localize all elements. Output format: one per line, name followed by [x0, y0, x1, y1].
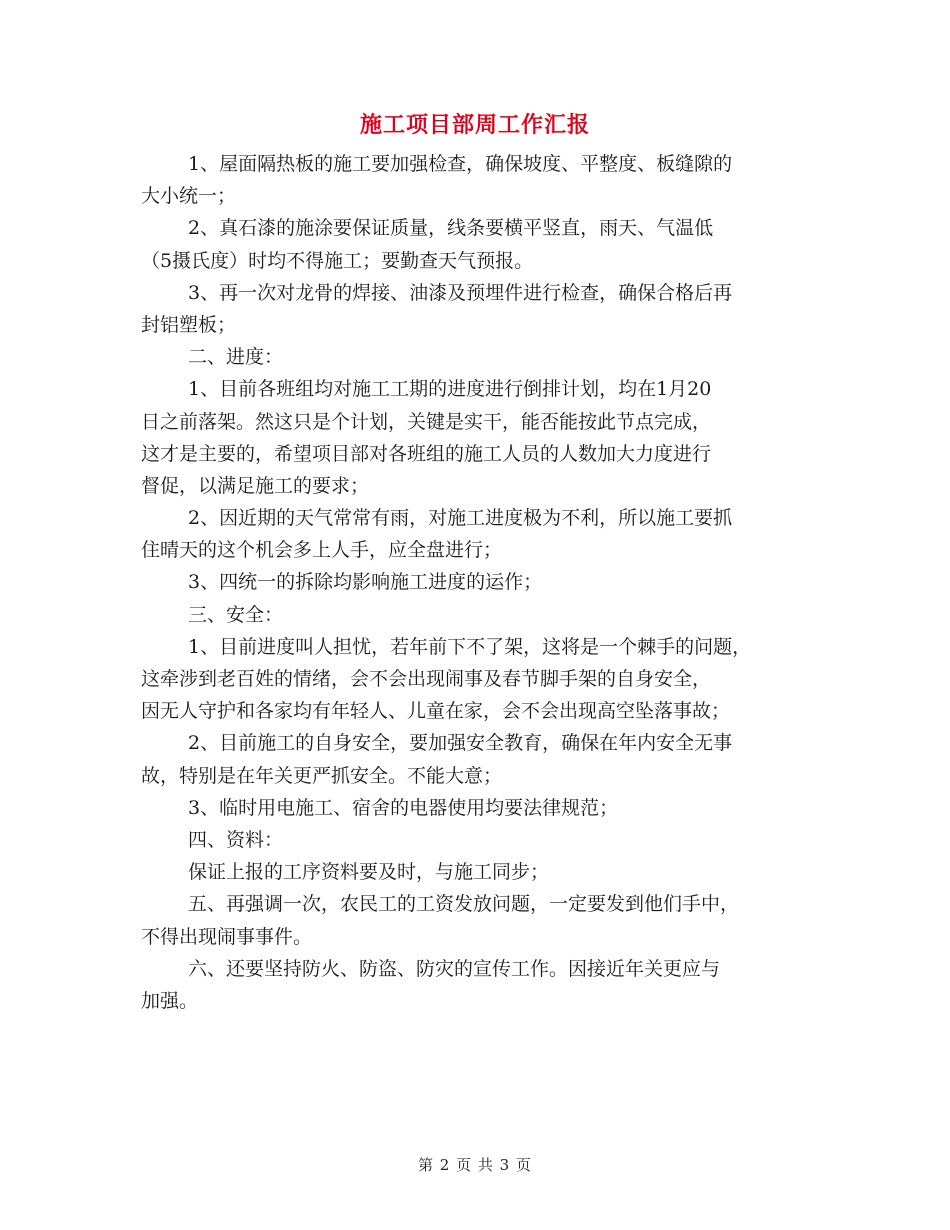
body-line: 2、目前施工的自身安全，要加强安全教育，确保在年内安全无事	[188, 732, 733, 755]
body-line: 三、安全：	[188, 603, 284, 626]
body-line: （5摄氏度）时均不得施工；要勤查天气预报。	[141, 249, 534, 272]
document-body	[141, 148, 821, 1017]
page-footer: 第 2 页 共 3 页	[418, 1156, 532, 1174]
body-line: 这才是主要的，希望项目部对各班组的施工人员的人数加大力度进行	[141, 442, 712, 465]
document-title: 施工项目部周工作汇报	[359, 112, 590, 138]
body-line: 这牵涉到老百姓的情绪，会不会出现闹事及春节脚手架的自身安全，	[141, 668, 712, 690]
body-line: 3、四统一的拆除均影响施工进度的运作；	[188, 571, 543, 594]
body-line: 1、目前各班组均对施工工期的进度进行倒排计划，均在1月20	[188, 378, 712, 401]
body-line: 1、目前进度叫人担忧，若年前下不了架，这将是一个棘手的问题，	[188, 635, 752, 658]
body-line: 3、再一次对龙骨的焊接、油漆及预埋件进行检查，确保合格后再	[188, 281, 733, 304]
body-line: 故，特别是在年关更严抓安全。不能大意；	[141, 764, 503, 787]
body-line: 不得出现闹事事件。	[141, 925, 313, 948]
body-line: 四、资料：	[188, 828, 284, 851]
body-line: 2、真石漆的施涂要保证质量，线条要横平竖直，雨天、气温低	[188, 217, 714, 240]
body-line: 督促，以满足施工的要求；	[141, 474, 370, 497]
body-line: 住晴天的这个机会多上人手，应全盘进行；	[141, 539, 503, 562]
body-line: 加强。	[141, 989, 199, 1012]
body-line: 保证上报的工序资料要及时，与施工同步；	[188, 861, 550, 884]
body-line: 二、进度：	[188, 346, 284, 369]
body-line: 五、再强调一次，农民工的工资发放问题，一定要发到他们手中，	[188, 893, 740, 916]
body-line: 因无人守护和各家均有年轻人、儿童在家，会不会出现高空坠落事故；	[141, 700, 731, 723]
body-line: 大小统一；	[141, 185, 237, 208]
body-line: 六、还要坚持防火、防盗、防灾的宣传工作。因接近年关更应与	[188, 957, 721, 980]
body-line: 封铝塑板；	[141, 313, 237, 336]
body-line: 3、临时用电施工、宿舍的电器使用均要法律规范；	[188, 796, 619, 819]
body-line: 日之前落架。然这只是个计划，关键是实干，能否能按此节点完成，	[141, 410, 712, 433]
body-line: 1、屋面隔热板的施工要加强检查，确保坡度、平整度、板缝隙的	[188, 153, 733, 175]
body-line: 2、因近期的天气常常有雨，对施工进度极为不利，所以施工要抓	[188, 507, 733, 530]
